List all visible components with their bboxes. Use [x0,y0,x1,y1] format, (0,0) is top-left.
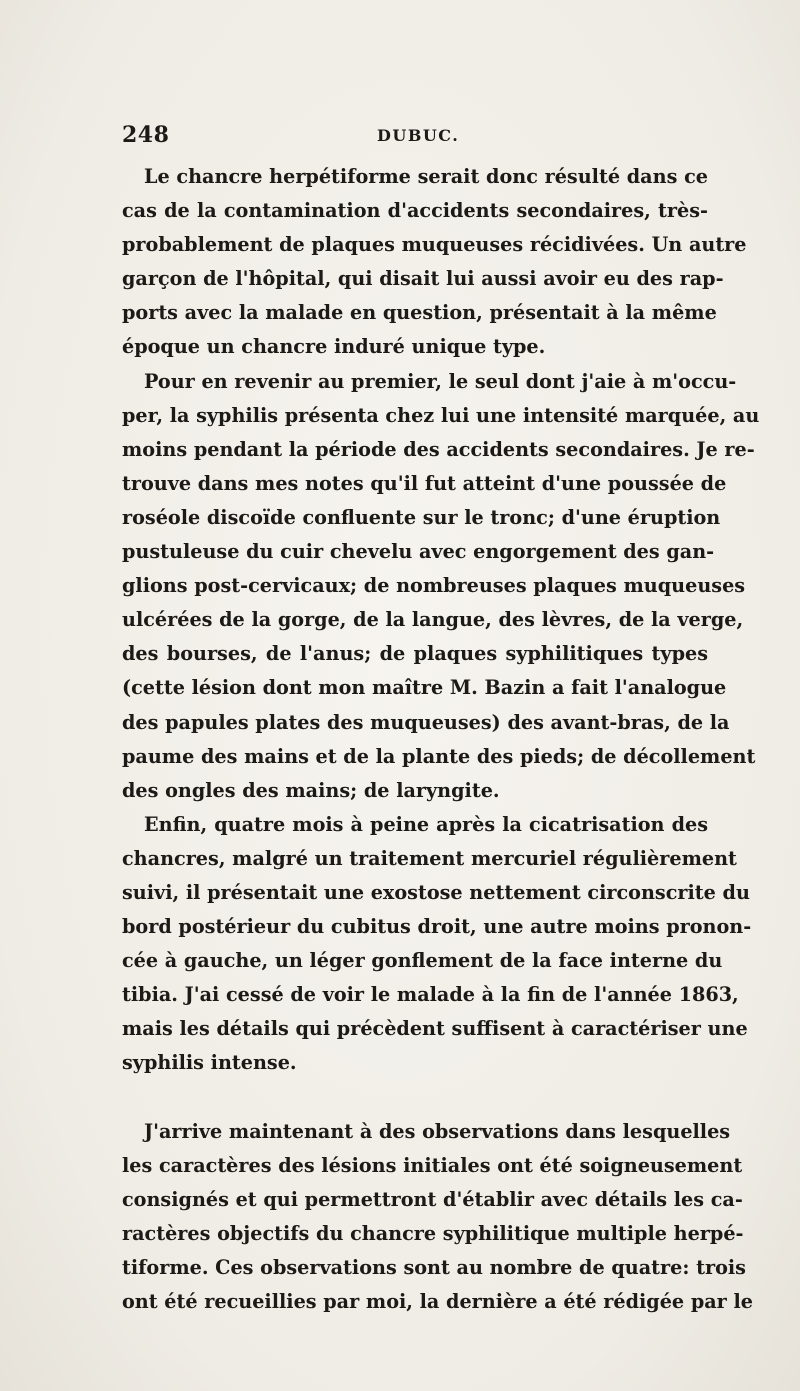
text-line: garçon de l'hôpital, qui disait lui aussi avoir eu des rap- [122,267,724,291]
text-line: J'arrive maintenant à des observations dans lesquelles [144,1119,731,1143]
text-line: ports avec la malade en question, présentait à la même [122,301,717,325]
text-line: probablement de plaques muqueuses récidivées. Un autre [122,233,747,257]
text-line: ulcérées de la gorge, de la langue, des lèvres, de la verge, [122,608,744,632]
paragraph-gap [122,1081,708,1115]
page-number: 248 [122,122,170,148]
text-line: syphilis intense. [122,1051,297,1075]
text-line: Enfin, quatre mois à peine après la cicatrisation des [144,812,708,836]
text-line: pustuleuse du cuir chevelu avec engorgement des gan- [122,540,715,564]
page-header [122,122,708,152]
text-line: bord postérieur du cubitus droit, une autre moins pronon- [122,915,752,939]
text-line: ont été recueillies par moi, la dernière a été rédigée par le [122,1290,753,1313]
text-line: chancres, malgré un traitement mercuriel régulièrement [122,846,737,870]
text-line: paume des mains et de la plante des pieds; de décollement [122,744,756,768]
text-line: cas de la contamination d'accidents secondaires, très- [122,199,708,223]
text-line: époque un chancre induré unique type. [122,335,546,359]
text-line: trouve dans mes notes qu'il fut atteint d'une poussée de [122,471,727,495]
text-line: des bourses, de l'anus; de plaques syphilitiques types [122,642,708,666]
text-line: Le chancre herpétiforme serait donc résulté dans ce [144,165,708,188]
text-line: cée à gauche, un léger gonflement de la face interne du [122,949,723,973]
text-line: glions post-cervicaux; de nombreuses plaques muqueuses [122,574,746,598]
text-line: (cette lésion dont mon maître M. Bazin a fait l'analogue [122,676,727,700]
paragraph [122,160,747,365]
text-line: tibia. J'ai cessé de voir le malade à la fin de l'année 1863, [122,983,739,1007]
body-text [122,160,760,1319]
text-line: roséole discoïde confluente sur le tronc; d'une éruption [122,505,721,529]
text-line: moins pendant la période des accidents secondaires. Je re- [122,437,755,461]
text-line: ractères objectifs du chancre syphilitique multiple herpé- [122,1221,744,1245]
text-line: des papules plates des muqueuses) des avant-bras, de la [122,710,730,734]
text-line: des ongles des mains; de laryngite. [122,778,500,802]
paragraph [122,365,760,808]
text-line: les caractères des lésions initiales ont été soigneusement [122,1153,743,1177]
text-line: tiforme. Ces observations sont au nombre de quatre: trois [122,1255,746,1279]
text-line: suivi, il présentait une exostose nettement circonscrite du [122,880,750,904]
text-line: mais les détails qui précèdent suffisent à caractériser une [122,1017,748,1041]
text-line: per, la syphilis présenta chez lui une intensité marquée, au [122,403,760,427]
paragraph [122,1115,753,1320]
text-line: consignés et qui permettront d'établir avec détails les ca- [122,1187,743,1211]
text-line: Pour en revenir au premier, le seul dont j'aie à m'occu- [144,369,737,393]
paragraph [122,808,752,1081]
running-head: DUBUC. [377,126,460,145]
